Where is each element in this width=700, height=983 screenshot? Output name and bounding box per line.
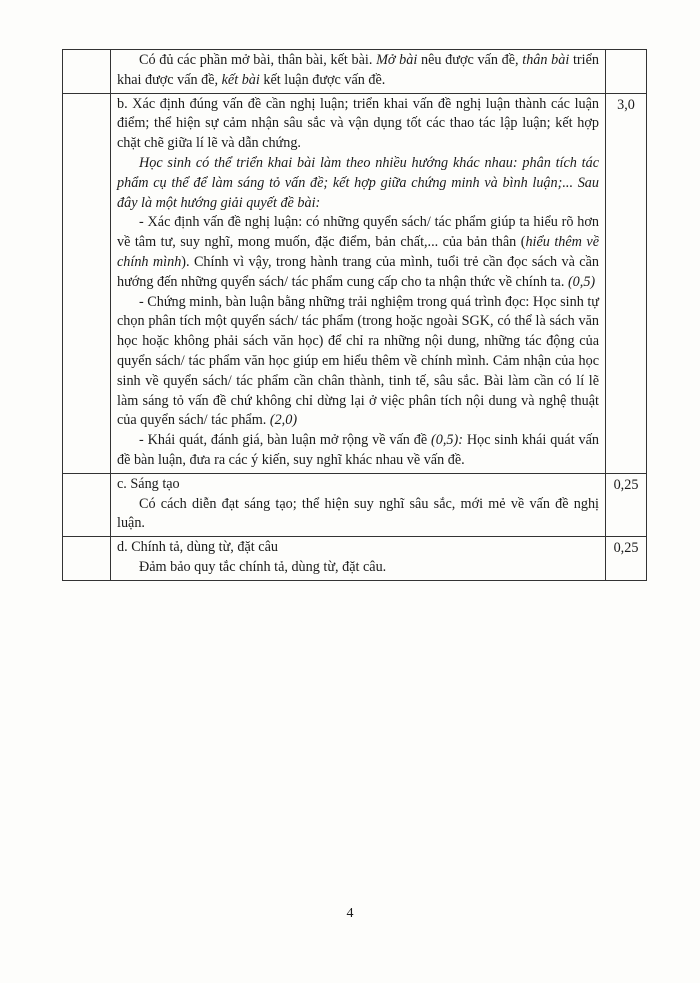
criterion-text	[111, 537, 605, 580]
content-cell	[111, 473, 606, 536]
italic-text: Mở bài	[376, 52, 418, 68]
table-row	[63, 93, 647, 473]
grading-table	[62, 49, 647, 581]
paragraph	[117, 95, 599, 154]
text-run: d. Chính tả, dùng từ, đặt câu	[117, 539, 278, 556]
italic-text: (2,0)	[269, 412, 298, 429]
criterion-text	[111, 474, 605, 536]
score-value: 0,25	[613, 476, 639, 493]
criterion-text	[111, 50, 605, 93]
criterion-text	[111, 94, 605, 473]
text-run: nêu được vấn đề,	[417, 52, 523, 68]
score-value: 0,25	[613, 540, 639, 557]
italic-text: (0,5)	[567, 273, 596, 290]
text-run: Học sinh khái quát vấn đề bàn luận, đưa ra các ý kiến, suy nghĩ khác nhau về vấn đề.	[117, 432, 600, 468]
table-row	[63, 50, 647, 94]
text-run: kết luận được vấn đề.	[259, 71, 386, 88]
score-cell	[606, 537, 647, 581]
text-run: b. Xác định đúng vấn đề cần nghị luận; triển khai vấn đề nghị luận thành các luận điểm; thể hiện sự cảm nhận sâu sắc và vận dụng tốt các thao tác lập luận; kết hợp chặt chẽ giữa lí lẽ và dẫn chứng.	[117, 95, 599, 152]
paragraph	[117, 213, 599, 292]
score-value	[606, 50, 646, 52]
italic-text: (0,5):	[431, 432, 463, 449]
blank-cell	[63, 93, 111, 473]
text-run: ). Chính vì vậy, trong hành trang của mình, tuổi trẻ cần đọc sách và cần hướng đến những quyển sách/ tác phẩm cung cấp cho ta nhận thức về chính ta.	[117, 253, 599, 290]
text-run: Có cách diễn đạt sáng tạo; thể hiện suy nghĩ sâu sắc, mới mẻ về vấn đề nghị luận.	[117, 495, 599, 532]
blank-cell	[63, 50, 111, 94]
score-cell	[606, 93, 647, 473]
text-run: triển khai được vấn đề,	[117, 52, 599, 88]
paragraph	[117, 538, 599, 558]
paragraph	[117, 495, 599, 535]
text-run: Có đủ các phần mở bài, thân bài, kết bài.	[139, 52, 377, 68]
score-value: 3,0	[617, 96, 635, 113]
paragraph	[117, 475, 599, 495]
italic-text: thân bài	[522, 52, 570, 68]
paragraph	[117, 293, 599, 432]
italic-text: kết bài	[221, 71, 260, 88]
text-run: - Chứng minh, bàn luận bằng những trải nghiệm trong quá trình đọc: Học sinh tự chọn phân tích một quyển sách/ tác phẩm (trong hoặc ngoài SGK, có thể là sách văn học hoặc không phải sách văn học) để chỉ ra những nội dung, những tác động của quyển sách/ tác phẩm văn học giúp em hiểu thêm về chính mình. Cảm nhận của học sinh về quyển sách/ tác phẩm cần chân thành, tinh tế, sâu sắc. Bài làm cần có lí lẽ làm sáng tỏ vấn đề chứ không chỉ dừng lại ở việc phân tích nội dung và nghệ thuật của quyển sách/ tác phẩm.	[117, 293, 599, 429]
text-run: - Khái quát, đánh giá, bàn luận mở rộng về vấn đề	[139, 432, 432, 449]
page-number: 4	[346, 906, 354, 921]
paragraph	[117, 51, 599, 91]
text-run: - Xác định vấn đề nghị luận: có những quyển sách/ tác phẩm giúp ta hiểu rõ hơn về tâm tư, suy nghĩ, mong muốn, đặc điểm, bản chất,... của bản thân (	[117, 214, 599, 251]
paragraph	[117, 431, 599, 471]
blank-cell	[63, 473, 111, 536]
content-cell	[111, 93, 606, 473]
content-cell	[111, 537, 606, 581]
content-cell	[111, 50, 606, 94]
table-row	[63, 473, 647, 536]
table-row	[63, 537, 647, 581]
text-run: c. Sáng tạo	[117, 475, 180, 492]
text-run: Đảm bảo quy tắc chính tả, dùng từ, đặt câu.	[139, 558, 387, 575]
paragraph	[117, 558, 599, 578]
blank-cell	[63, 537, 111, 581]
italic-text: Học sinh có thể triển khai bài làm theo nhiều hướng khác nhau: phân tích tác phẩm cụ thể để làm sáng tỏ vấn đề; kết hợp giữa chứng minh và bình luận;... Sau đây là một hướng giải quyết đề bài:	[117, 154, 599, 211]
paragraph	[117, 154, 599, 213]
score-cell	[606, 473, 647, 536]
italic-text: hiểu thêm về chính mình	[117, 234, 599, 270]
score-cell	[606, 50, 647, 94]
